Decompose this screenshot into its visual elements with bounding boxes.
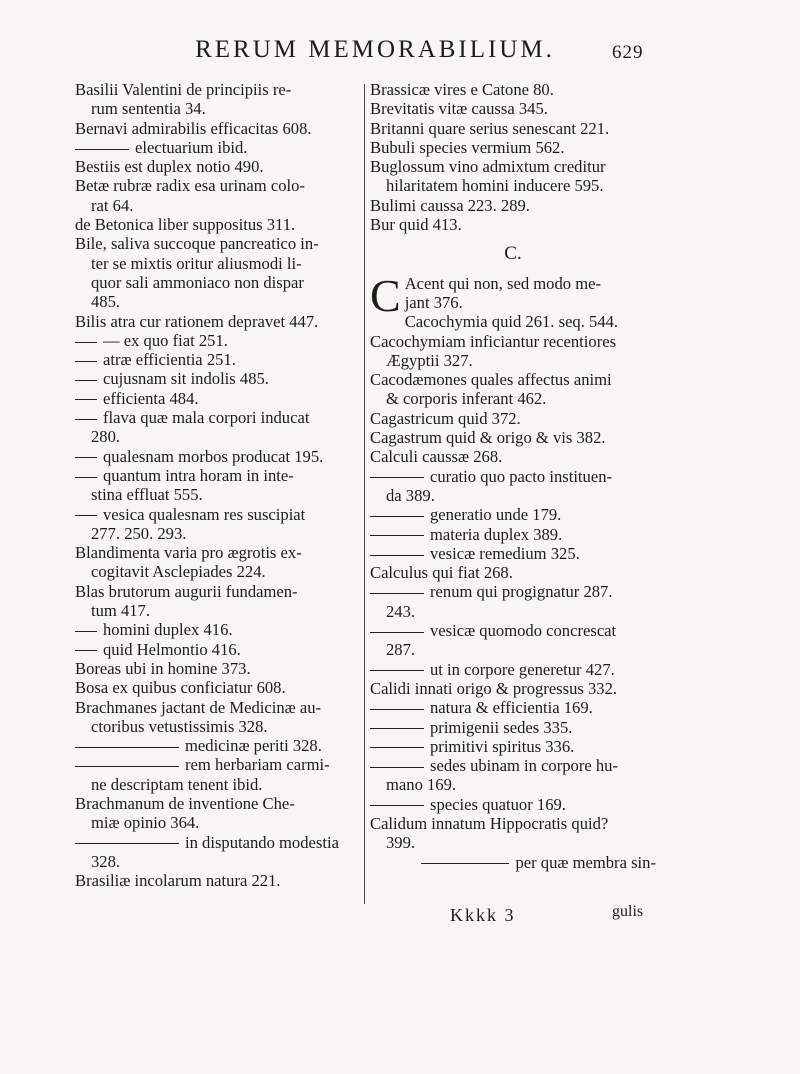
entry-text: Boreas ubi in homine 373.: [75, 658, 251, 678]
ditto-dash: [370, 632, 424, 633]
entry-text: Blandimenta varia pro ægrotis ex-: [75, 543, 302, 563]
index-entry: [75, 640, 363, 659]
index-entry: [75, 813, 363, 832]
entry-text: cujusnam sit indolis 485.: [103, 369, 269, 389]
index-entry: [75, 601, 363, 620]
index-entry: [75, 312, 363, 331]
entry-text: Bosa ex quibus conficiatur 608.: [75, 678, 286, 698]
entry-text: & corporis inferant 462.: [386, 389, 547, 409]
index-entry: [75, 524, 363, 543]
entry-text: Brachmanum de inventione Che-: [75, 793, 295, 813]
index-entry: [75, 620, 363, 639]
index-entry: [75, 80, 363, 99]
entry-text: Basilii Valentini de principiis re-: [75, 80, 292, 99]
index-entry: [75, 196, 363, 215]
index-entry: [370, 563, 656, 582]
index-entry: [370, 176, 656, 195]
index-entry: [370, 196, 656, 215]
entry-text: rem herbariam carmi-: [185, 755, 330, 775]
index-entry: [75, 369, 363, 388]
ditto-dash: [75, 399, 97, 400]
entry-text: Acent qui non, sed modo me-: [404, 273, 602, 293]
ditto-dash: [75, 342, 97, 343]
entry-text: ne descriptam tenent ibid.: [91, 774, 263, 794]
entry-text: natura & efficientia 169.: [430, 698, 593, 718]
index-entry: [75, 99, 363, 118]
entry-text: efficienta 484.: [103, 388, 199, 408]
index-entry: [370, 795, 656, 814]
signature-mark: Kkkk 3: [450, 905, 516, 925]
ditto-dash: [370, 747, 424, 748]
index-entry: [75, 678, 363, 697]
entry-text: renum qui progignatur 287.: [430, 582, 613, 602]
index-entry: [370, 698, 656, 717]
index-entry: [370, 853, 656, 872]
index-column-left: [75, 80, 363, 890]
ditto-dash: [75, 419, 97, 420]
index-entry: [75, 852, 363, 871]
index-entry: [75, 871, 363, 890]
index-entry: [370, 389, 656, 408]
entry-text: quantum intra horam in inte-: [103, 465, 294, 485]
index-entry: [370, 814, 656, 833]
index-entry: [75, 292, 363, 311]
entry-text: electuarium ibid.: [135, 137, 248, 157]
entry-text: 280.: [91, 427, 121, 447]
index-entry: [370, 544, 656, 563]
ditto-dash: [75, 361, 97, 362]
entry-text: 287.: [386, 640, 416, 660]
ditto-dash: [75, 380, 97, 381]
entry-text: in disputando modestia: [185, 832, 339, 852]
index-entry: [370, 447, 656, 466]
index-entry: [370, 293, 656, 312]
entry-text: sedes ubinam in corpore hu-: [430, 756, 619, 776]
index-entry: [370, 332, 656, 351]
entry-text: Bernavi admirabilis efficacitas 608.: [75, 118, 312, 138]
index-entry: [75, 698, 363, 717]
index-entry: [370, 775, 656, 794]
index-entry: [75, 794, 363, 813]
index-entry: [370, 756, 656, 775]
index-entry: [75, 350, 363, 369]
index-entry: [75, 389, 363, 408]
ditto-dash: [75, 650, 97, 651]
index-entry: [75, 833, 363, 852]
entry-text: species quatuor 169.: [430, 794, 566, 814]
entry-text: C.: [504, 243, 522, 265]
ditto-dash: [370, 477, 424, 478]
entry-text: qualesnam morbos producat 195.: [103, 446, 324, 466]
entry-text: quor sali ammoniaco non dispar: [91, 272, 304, 292]
index-entry: [75, 659, 363, 678]
index-entry: [370, 99, 656, 118]
index-entry: [370, 582, 656, 601]
index-entry: [370, 428, 656, 447]
entry-text: jant 376.: [404, 292, 463, 312]
entry-text: ut in corpore generetur 427.: [430, 659, 615, 679]
entry-text: curatio quo pacto instituen-: [430, 466, 613, 486]
entry-text: flava quæ mala corpori inducat: [103, 408, 310, 428]
ditto-dash: [370, 805, 424, 806]
index-entry: [75, 273, 363, 292]
ditto-dash: [370, 709, 424, 710]
entry-text: Cacochymia quid 261. seq. 544.: [404, 312, 619, 332]
entry-text: rum sententia 34.: [91, 99, 206, 119]
entry-text: Bile, saliva succoque pancreatico in-: [75, 234, 319, 254]
entry-text: vesicæ quomodo concrescat: [430, 621, 617, 641]
entry-text: Britanni quare serius senescant 221.: [370, 118, 610, 138]
entry-text: Calculus qui fiat 268.: [370, 563, 513, 583]
index-entry: [370, 737, 656, 756]
entry-text: mano 169.: [386, 775, 457, 795]
ditto-dash: [370, 593, 424, 594]
index-entry: [75, 543, 363, 562]
entry-text: rat 64.: [91, 195, 134, 215]
index-entry: [75, 254, 363, 273]
entry-text: Cagastrum quid & origo & vis 382.: [370, 428, 606, 448]
entry-text: Cagastricum quid 372.: [370, 408, 521, 428]
entry-text: — ex quo fiat 251.: [103, 330, 228, 350]
index-entry: [370, 138, 656, 157]
index-entry: [75, 447, 363, 466]
entry-text: quid Helmontio 416.: [103, 639, 241, 659]
entry-text: Betæ rubræ radix esa urinam colo-: [75, 176, 305, 196]
entry-text: 243.: [386, 601, 416, 621]
entry-text: Bestiis est duplex notio 490.: [75, 157, 264, 177]
index-entry: [75, 427, 363, 446]
index-entry: [370, 157, 656, 176]
index-entry: [370, 621, 656, 640]
entry-text: hilaritatem homini inducere 595.: [386, 176, 604, 196]
index-entry: [75, 736, 363, 755]
index-entry: [370, 80, 656, 99]
entry-text: homini duplex 416.: [103, 620, 233, 640]
catchword: gulis: [612, 903, 644, 920]
ditto-dash: [75, 515, 97, 516]
page-number: 629: [612, 42, 644, 63]
index-entry: [75, 775, 363, 794]
ditto-dash: [370, 555, 424, 556]
entry-text: Ægyptii 327.: [386, 350, 473, 370]
entry-text: ter se mixtis oritur aliusmodi li-: [91, 253, 302, 273]
index-entry: [370, 640, 656, 659]
index-entry: [370, 409, 656, 428]
index-entry: [75, 505, 363, 524]
index-entry: [370, 525, 656, 544]
entry-text: generatio unde 179.: [430, 505, 562, 525]
entry-text: ctoribus vetustissimis 328.: [91, 716, 268, 736]
ditto-dash: [75, 477, 97, 478]
entry-text: miæ opinio 364.: [91, 813, 200, 833]
index-entry: [370, 833, 656, 852]
index-entry: [370, 718, 656, 737]
entry-text: 328.: [91, 851, 121, 871]
entry-text: de Betonica liber suppositus 311.: [75, 215, 296, 235]
ditto-dash: [75, 149, 129, 150]
entry-text: cogitavit Asclepiades 224.: [91, 562, 266, 582]
ditto-dash: [370, 767, 424, 768]
entry-text: 485.: [91, 292, 121, 312]
index-entry: [370, 505, 656, 524]
entry-text: Brassicæ vires e Catone 80.: [370, 80, 554, 99]
entry-text: Calidi innati origo & progressus 332.: [370, 678, 618, 698]
index-entry: [75, 485, 363, 504]
column-divider: [364, 84, 365, 904]
index-entry: [75, 755, 363, 774]
ditto-dash: [75, 631, 97, 632]
ditto-dash: [370, 670, 424, 671]
entry-text: per quæ membra sin-: [515, 852, 656, 872]
entry-text: Bilis atra cur rationem depravet 447.: [75, 311, 319, 331]
ditto-dash: [75, 766, 179, 767]
entry-text: medicinæ periti 328.: [185, 736, 322, 756]
entry-text: stina effluat 555.: [91, 485, 203, 505]
index-entry: [75, 408, 363, 427]
entry-text: da 389.: [386, 485, 435, 505]
index-entry: [370, 660, 656, 679]
index-entry: [75, 176, 363, 195]
entry-text: vesicæ remedium 325.: [430, 543, 580, 563]
ditto-dash: [370, 516, 424, 517]
entry-text: Calidum innatum Hippocratis quid?: [370, 813, 609, 833]
index-entry: [75, 119, 363, 138]
index-entry: [370, 370, 656, 389]
entry-text: primigenii sedes 335.: [430, 717, 573, 737]
entry-text: vesica qualesnam res suscipiat: [103, 504, 306, 524]
entry-text: Bur quid 413.: [370, 215, 462, 235]
index-entry: [370, 486, 656, 505]
index-entry: [75, 138, 363, 157]
ditto-dash: [75, 843, 179, 844]
entry-text: Blas brutorum augurii fundamen-: [75, 581, 298, 601]
ditto-dash: [75, 457, 97, 458]
index-entry: [370, 351, 656, 370]
index-entry: [370, 215, 656, 234]
index-entry: [75, 582, 363, 601]
index-entry: [75, 157, 363, 176]
entry-text: Brachmanes jactant de Medicinæ au-: [75, 697, 322, 717]
entry-text: Cacodæmones quales affectus animi: [370, 370, 612, 390]
ditto-dash: [370, 535, 424, 536]
ditto-dash: [421, 863, 509, 864]
section-heading: [370, 244, 656, 263]
running-head: RERUM MEMORABILIUM.: [195, 36, 555, 63]
index-entry: [75, 331, 363, 350]
entry-text: 399.: [386, 833, 416, 853]
entry-text: primitivi spiritus 336.: [430, 736, 575, 756]
entry-text: 277. 250. 293.: [91, 523, 187, 543]
index-entry: [370, 602, 656, 621]
index-entry: [370, 679, 656, 698]
entry-text: atræ efficientia 251.: [103, 350, 236, 370]
entry-text: tum 417.: [91, 601, 151, 621]
index-entry: [75, 562, 363, 581]
index-entry: [75, 234, 363, 253]
ditto-dash: [75, 747, 179, 748]
index-entry: [370, 119, 656, 138]
entry-text: Bubuli species vermium 562.: [370, 137, 565, 157]
ditto-dash: [370, 728, 424, 729]
index-entry: [370, 467, 656, 486]
entry-text: Brevitatis vitæ caussa 345.: [370, 99, 548, 119]
entry-text: Cacochymiam inficiantur recentiores: [370, 331, 617, 351]
index-entry: [370, 312, 656, 331]
index-entry: [75, 717, 363, 736]
entry-text: Buglossum vino admixtum creditur: [370, 157, 606, 177]
entry-text: Bulimi caussa 223. 289.: [370, 195, 530, 215]
index-column-right: [370, 80, 656, 872]
index-entry: [75, 466, 363, 485]
entry-text: Calculi caussæ 268.: [370, 447, 503, 467]
index-entry: [75, 215, 363, 234]
entry-text: materia duplex 389.: [430, 524, 563, 544]
entry-text: Brasiliæ incolarum natura 221.: [75, 871, 281, 891]
drop-cap: C: [370, 269, 401, 321]
